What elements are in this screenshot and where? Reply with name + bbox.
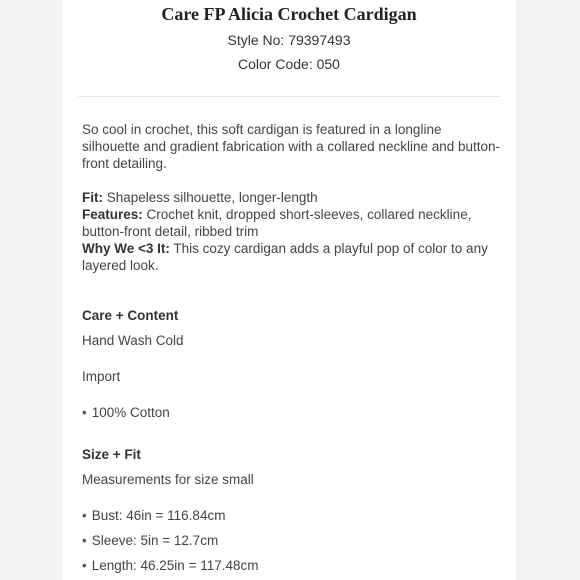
- fit-value: Shapeless silhouette, longer-length: [103, 190, 318, 205]
- features-value: Crochet knit, dropped short-sleeves, collared neckline, button-front detail, ribbed trim: [82, 207, 472, 239]
- header-divider: [78, 96, 500, 97]
- product-description: [82, 121, 502, 573]
- why-spec: [82, 240, 502, 274]
- care-section: [82, 307, 502, 421]
- care-material: • 100% Cotton: [82, 404, 502, 421]
- measurement-sleeve: • Sleeve: 5in = 12.7cm: [82, 532, 502, 549]
- size-intro: Measurements for size small: [82, 472, 254, 487]
- why-value: This cozy cardigan adds a playful pop of color to any layered look.: [82, 241, 488, 273]
- product-details-panel: [62, 0, 516, 580]
- fit-spec: [82, 189, 502, 206]
- measurement-length: • Length: 46.25in = 117.48cm: [82, 557, 502, 574]
- features-spec: [82, 206, 502, 240]
- measurement-bust: • Bust: 46in = 116.84cm: [82, 507, 502, 524]
- care-heading: Care + Content: [82, 308, 179, 323]
- color-code: Color Code: 050: [238, 56, 340, 72]
- care-wash: Hand Wash Cold: [82, 333, 184, 348]
- product-title: Care FP Alicia Crochet Cardigan: [161, 4, 417, 24]
- size-section: [82, 446, 502, 574]
- product-header: [62, 0, 516, 72]
- spec-list: [82, 189, 502, 274]
- why-label: Why We <3 It:: [82, 241, 170, 256]
- care-origin: Import: [82, 369, 121, 384]
- size-heading: Size + Fit: [82, 447, 141, 462]
- fit-label: Fit:: [82, 190, 103, 205]
- features-label: Features:: [82, 207, 143, 222]
- description-text: So cool in crochet, this soft cardigan is featured in a longline silhouette and gradient fabrication with a collared neckline and button-front detailing.: [82, 122, 501, 171]
- style-number: Style No: 79397493: [227, 32, 351, 48]
